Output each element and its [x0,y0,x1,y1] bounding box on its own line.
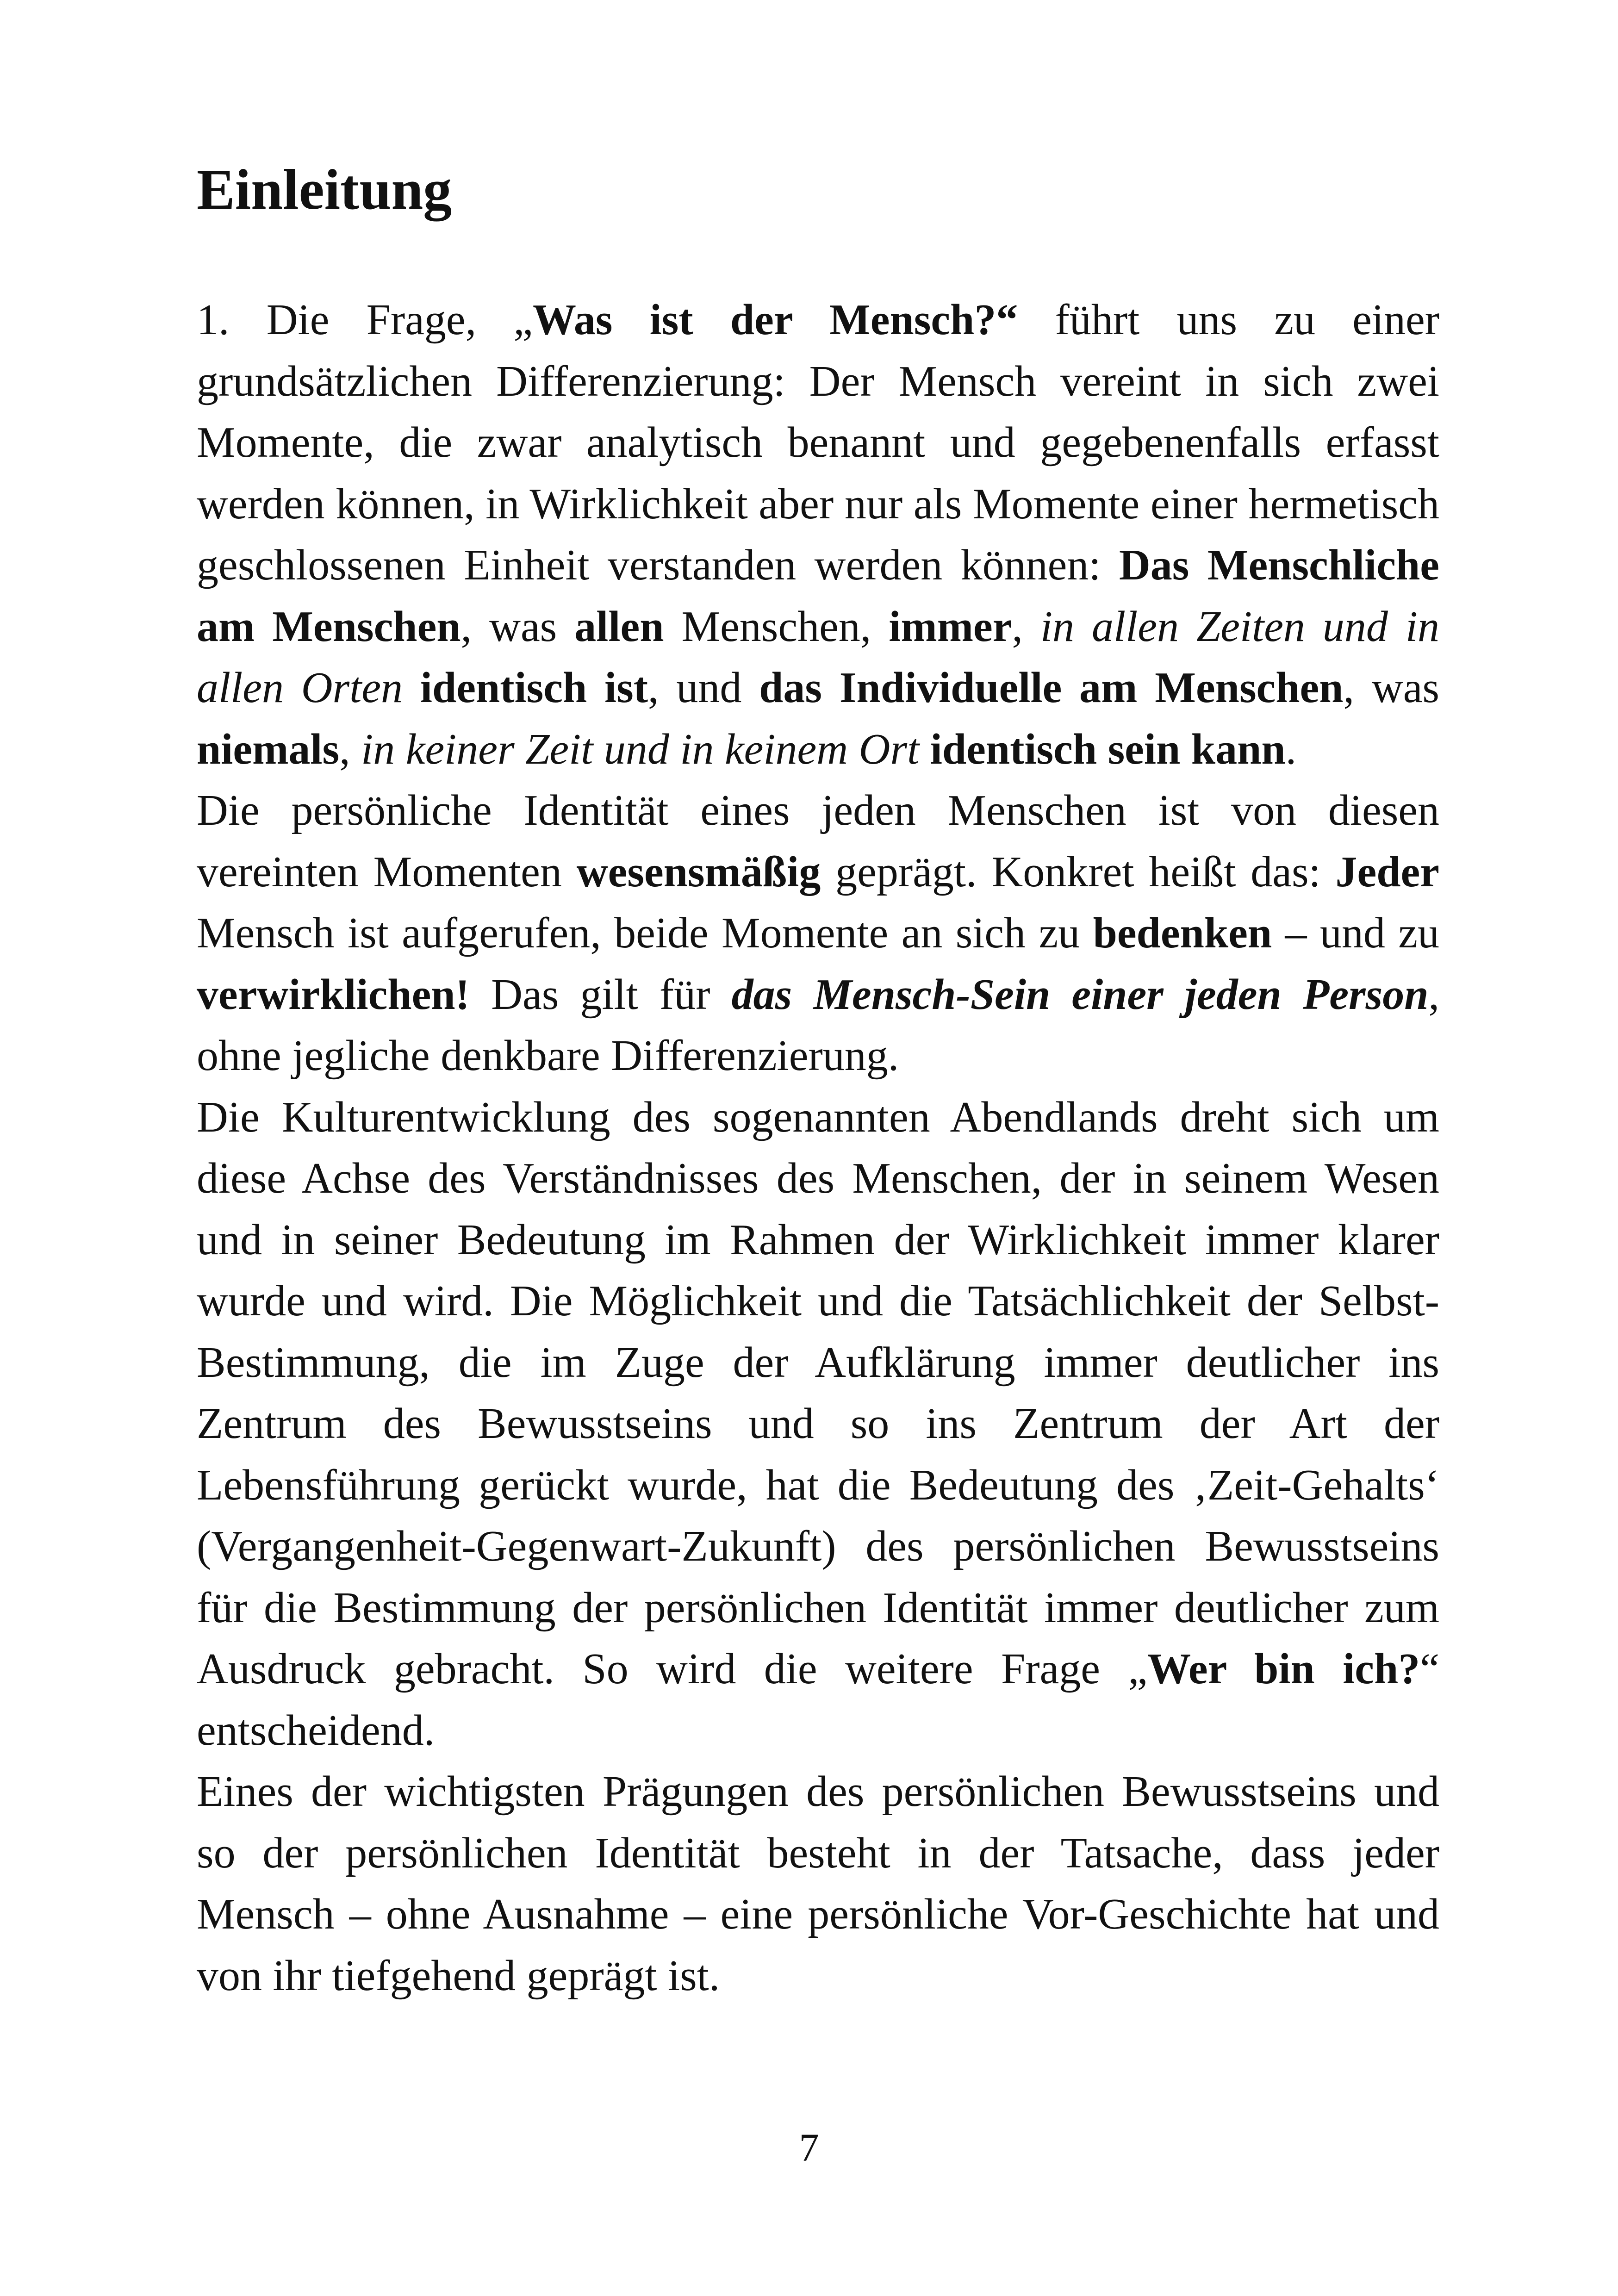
p1-text-2: führt uns zu einer grundsätzlichen Differenzierung: Der Mensch vereint in sich zwei Momente, die zwar analytisch benannt und gegebenenfalls erfasst werden können, in Wirklichkeit aber nur als Momente einer hermetisch geschlossenen Einheit verstanden werden können: [197,296,1439,589]
p1-italic-zeiten: in allen Zeiten und in allen Orten [197,602,1440,712]
p2-text-4: – und zu [1272,909,1439,957]
p1-text-6 [403,664,420,712]
p1-text-1: 1. Die Frage, „ [197,296,533,344]
p2-text-3: Mensch ist aufgerufen, beide Momente an sich zu [197,909,1093,957]
paragraph-3 [197,1087,1439,1761]
p2-bold-wesensmaessig: wesensmäßig [576,847,821,896]
p1-bold-individuelle: das Individuelle am Menschen [759,664,1344,712]
p2-bold-bedenken: bedenken [1093,909,1272,957]
p1-bold-identisch-sein: identisch sein kann [930,725,1286,773]
p2-bold-verwirklichen: verwirklichen! [197,970,470,1019]
p1-text-11: . [1285,725,1297,773]
page-number: 7 [799,2125,819,2170]
paragraph-4: Eines der wichtigsten Prägungen des persönlichen Bewusstseins und so der persönlichen Identität besteht in der Tatsache, dass jeder Mensch – ohne Ausnahme – eine persönliche Vor-Geschichte hat und von ihr tiefgehend geprägt ist. [197,1767,1439,2000]
p1-text-4: Menschen, [664,602,889,651]
p1-bold-immer: immer [889,602,1012,651]
p2-text-5: Das gilt für [469,970,732,1019]
p3-bold-wer-bin-ich: Wer bin ich? [1147,1645,1420,1693]
p2-bold-italic-mensch-sein [732,971,1429,1019]
p2-italic-mensch-sein: das Mensch-Sein einer jeden Person [731,970,1429,1019]
p2-text-6: , ohne jegliche denkbare Differenzierung. [197,970,1439,1080]
p3-text-2: “ entscheidend. [197,1645,1439,1755]
p1-text-8: , was [1343,664,1440,712]
paragraph-1 [197,289,1439,780]
p2-bold-jeder: Jeder [1335,847,1439,896]
p1-bold-question: Was ist der Mensch?“ [533,296,1018,344]
p1-bold-niemals: niemals [197,725,340,773]
p1-bold-identisch-ist: identisch ist [420,664,648,712]
p1-bold-menschliche: Das Menschliche am Menschen [197,541,1439,651]
chapter-heading: Einleitung [197,158,452,221]
p1-italic-keiner-zeit: in keiner Zeit und in keinem Ort [361,725,920,773]
p2-text-1: Die persönliche Identität eines jeden Menschen ist von diesen vereinten Momenten [197,786,1439,896]
p2-text-2: geprägt. Konkret heißt das: [821,847,1336,896]
p3-text-1: Die Kulturentwicklung des sogenannten Abendlands dreht sich um diese Achse des Verständnisses des Menschen, der in seinem Wesen und in seiner Bedeutung im Rahmen der Wirklichkeit immer klarer wurde und wird. Die Möglichkeit und die Tatsächlichkeit der Selbst-Bestimmung, die im Zuge der Aufklärung immer deutlicher ins Zentrum des Bewusstseins und so ins Zentrum der Art der Lebensführung gerückt wurde, hat die Bedeutung des ‚Zeit-Gehalts‘ (Vergangenheit-Gegenwart-Zukunft) des persönlichen Bewusstseins für die Bestimmung der persönlichen Identität immer deutlicher zum Ausdruck gebracht. So wird die weitere Frage „ [197,1093,1439,1693]
body-text [197,289,1439,2006]
paragraph-2 [197,780,1439,1087]
p1-text-9: , [339,725,361,773]
p1-text-3: , was [461,602,575,651]
p1-text-7: , und [648,664,759,712]
p1-text-10 [919,725,930,773]
p1-bold-allen: allen [574,602,664,651]
p1-text-5: , [1012,602,1040,651]
